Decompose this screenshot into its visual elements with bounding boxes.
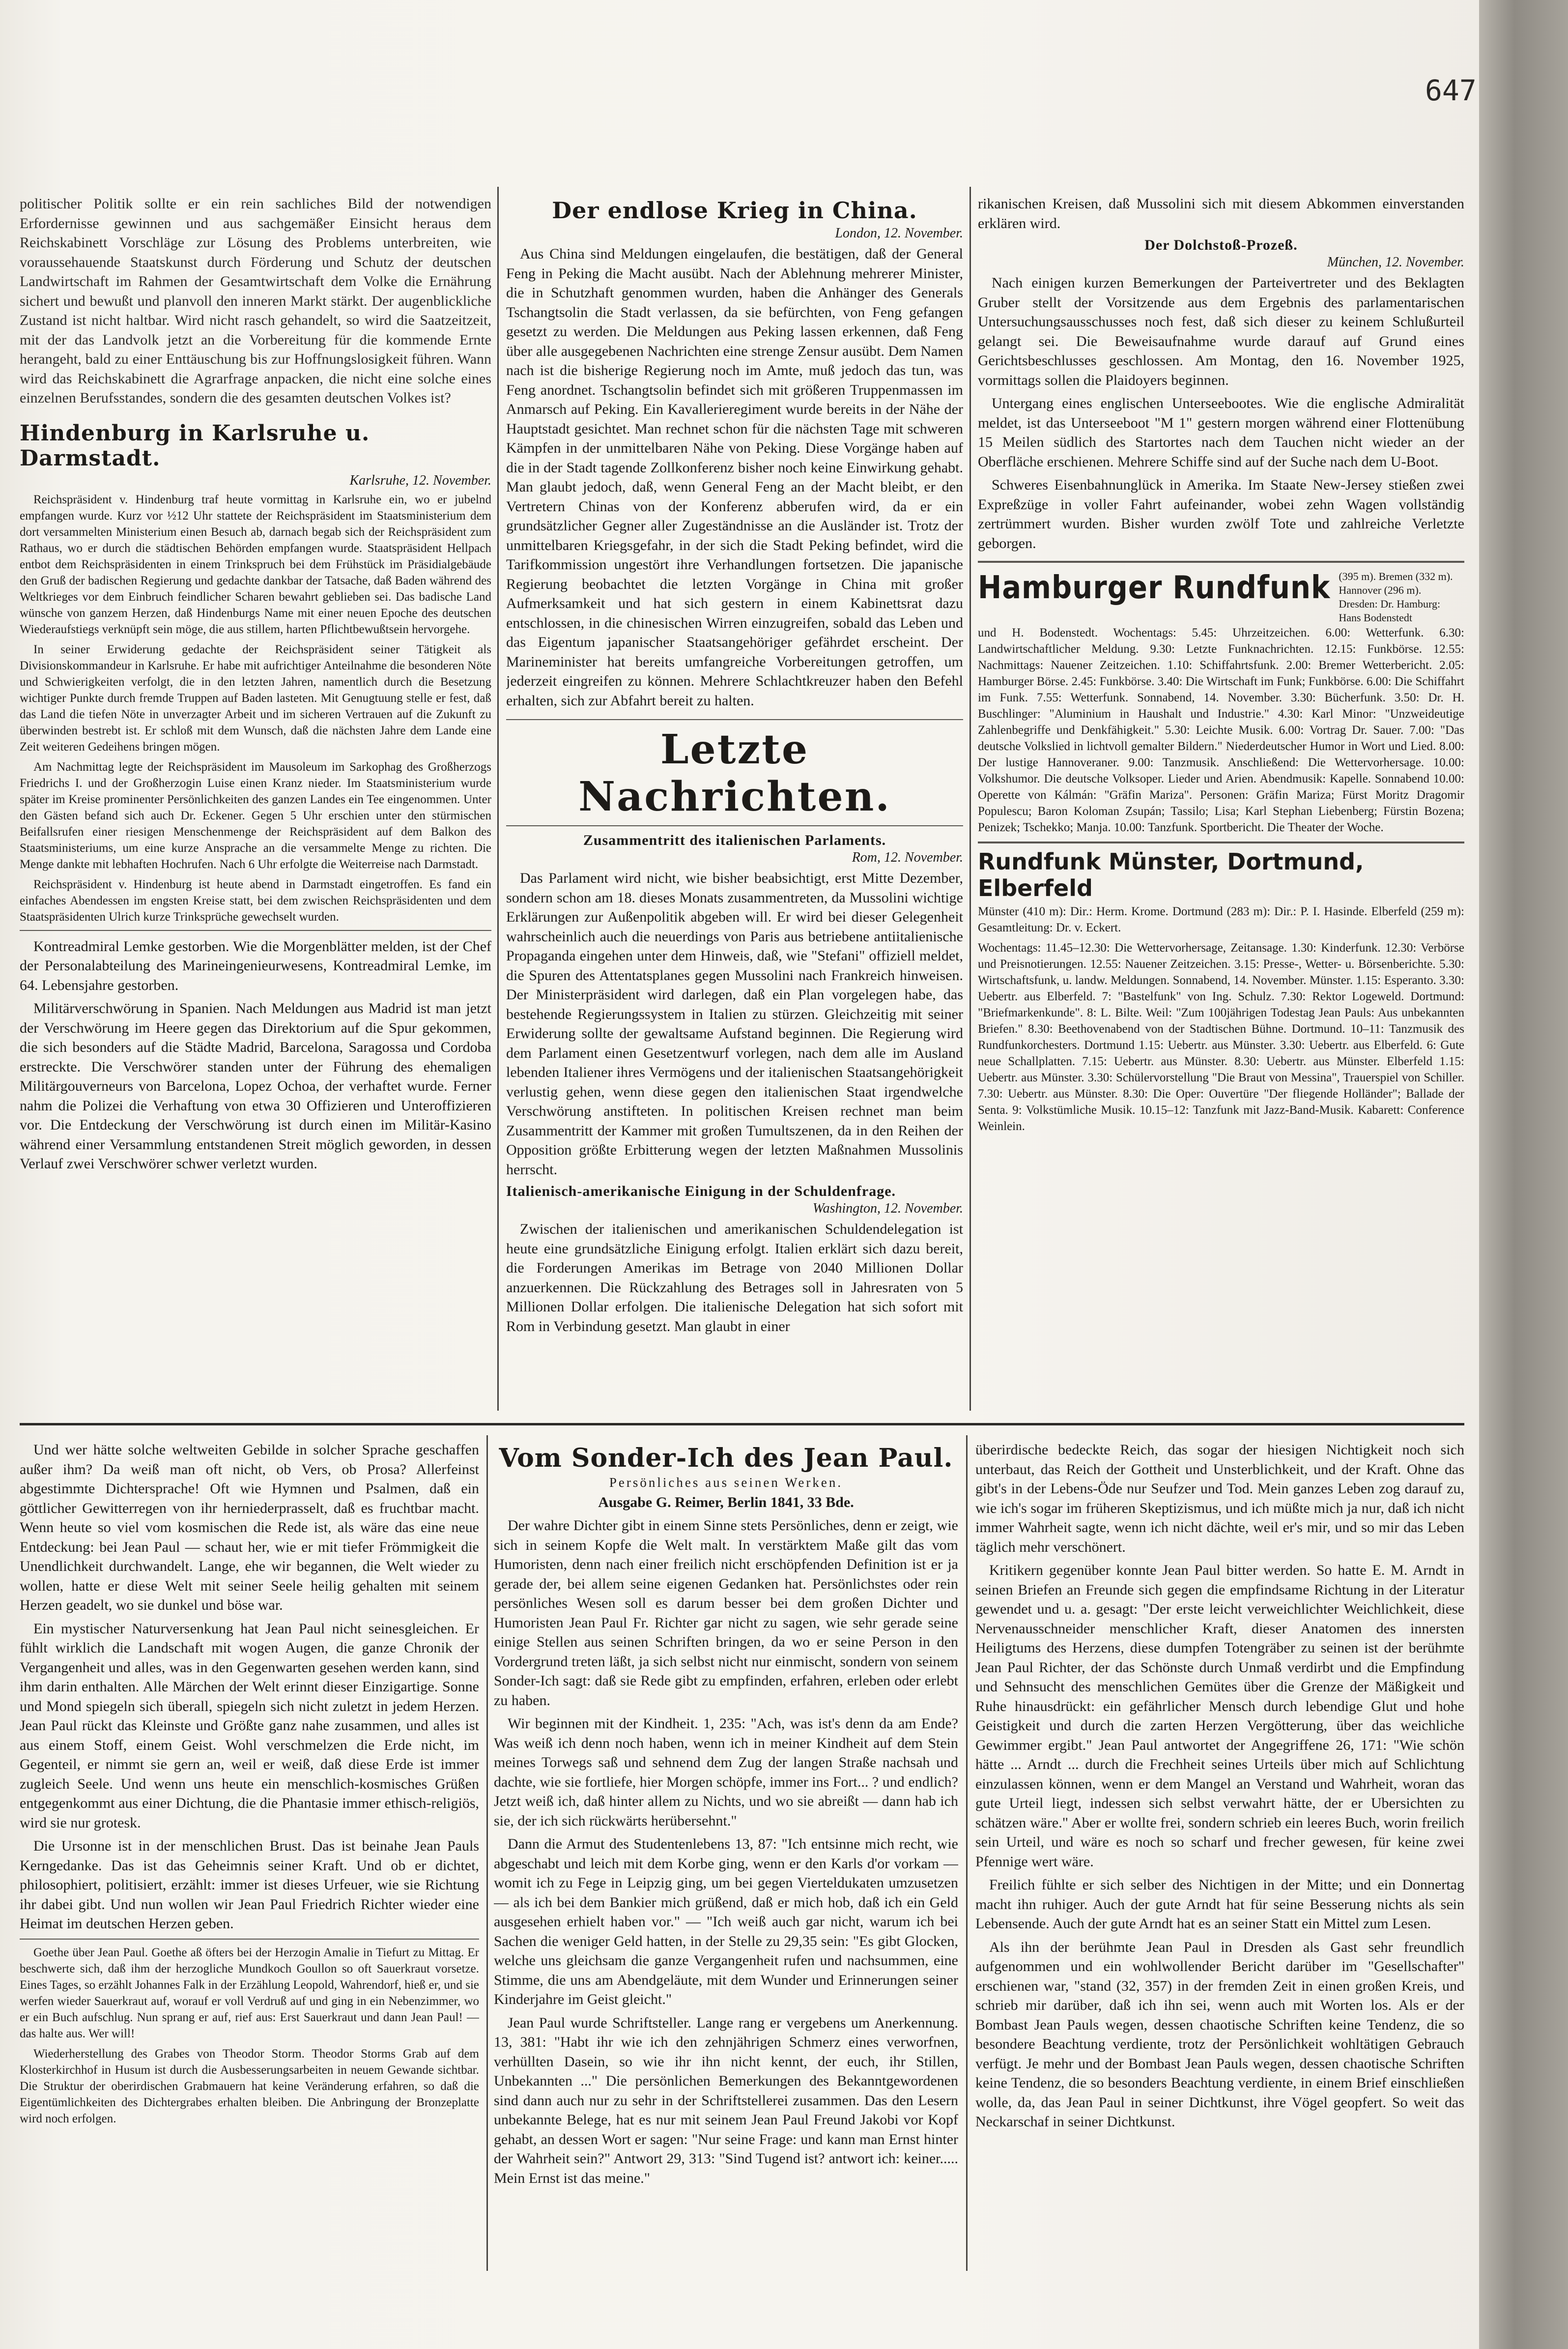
article-paragraph: Aus China sind Meldungen eingelaufen, die bestätigen, daß der General Feng in Peking die Macht ausübt. Nach der Ablehnung mehrerer Minister, die in Schutzhaft genommen wurden, haben die Anhänger des Generals Tschangtsolin die Stadt verlassen, da sie befürchten, von Feng gefangen gesetzt zu werden. Die Meldungen aus Peking lassen erkennen, daß Feng über alle ausgegebenen Nachrichten eine strenge Zensur ausübt. Dem Namen nach ist die bisherige Regierung noch im Amte, muß jedoch das tun, was Feng anordnet. Tschangtsolin befindet sich mit größeren Truppenmassen im Anmarsch auf Peking. Ein Kavallerieregiment wurde bereits in der Nähe der Hauptstadt gesichtet. Man rechnet schon für die nächsten Tage mit schweren Kämpfen in der unmittelbaren Nähe von Peking. Diese Vorgänge haben auf die in der Stadt tagende Zollkonferenz bisher noch keine Einwirkung gehabt. Man glaubt jedoch, daß, wenn General Feng an der Macht bleibt, er den Vertretern Chinas von der Konferenz abberufen wird, da er ein grundsätzlicher Gegner aller Zugeständnisse an die Ausländer ist. Trotz der unmittelbaren Kriegsgefahr, in der sich die Stadt Peking befindet, wird die Tarifkommission ungestört ihre Verhandlungen fortsetzen. Die japanische Regierung beobachtet die letzten Vorgänge in China mit großer Aufmerksamkeit und hat sich gestern in einem Kabinettsrat dazu entschlossen, in die chinesischen Wirren einzugreifen, sobald das Leben und das Eigentum japanischer Staatsangehöriger gefährdet erscheint. Der Marineminister hat bereits umfangreiche Vorbereitungen getroffen, um jederzeit eingreifen zu können. Mehrere Schlachtkreuzer haben den Befehl erhalten, sich zur Abfahrt bereit zu halten.: [506, 246, 963, 709]
section-heading: Letzte Nachrichten.: [578, 726, 891, 820]
dateline: London, 12. November.: [835, 226, 963, 241]
column-rule: [969, 187, 971, 1411]
article-separator: [978, 561, 1464, 563]
feuilleton-subtitle: Persönliches aus seinen Werken.: [609, 1475, 843, 1490]
radio-header: [978, 570, 1464, 625]
article-intro: rikanischen Kreisen, daß Mussolini sich mit diesem Abkommen einverstanden erklären wird.: [978, 196, 1464, 232]
news-item: Untergang eines englischen Unterseebootes. Wie die englische Admiralität meldet, ist das Unterseeboot "M 1" gestern morgen während einer Flottenübung 15 Meilen südlich des Startortes nach dem Tauchen nicht wieder an der Oberfläche erschienen. Mehrere Schiffe sind auf der Suche nach dem U-Boot.: [978, 395, 1464, 470]
article-separator: [506, 825, 963, 826]
news-item: Kontreadmiral Lemke gestorben. Wie die Morgenblätter melden, ist der Chef der Personalabteilung des Marineingenieurwesens, Kontreadmiral Lemke, im 64. Lebensjahre gestorben.: [20, 938, 491, 993]
radio-program: und H. Bodenstedt. Wochentags: 5.45: Uhrzeitzeichen. 6.00: Wetterfunk. 6.30: Landwirtschaftlicher Meldung. 9.30: Letzte Funknachrichten. 12.15: Funkbörse. 12.55: Nachmittags: Nauener Zeitzeichen. 1.10: Schiffahrtsfunk. 2.00: Bremer Wetterbericht. 2.05: Hamburger Börse. 2.45: Funkbörse. 3.40: Die Wirtschaft im Funk; Funkbörse. 6.00: Die Schiffahrt im Funk. 7.55: Wetterfunk. Sonnabend, 14. November. 3.30: Bücherfunk. 3.50: Dr. H. Buschlinger: "Aluminium in Haushalt und Industrie." 4.30: Karl Minor: "Unzweideutige Zahlenbegriffe und Denkfähigkeit." 5.30: Leichte Musik. 6.00: Vortrag Dr. Sauer. 7.00: "Das deutsche Volkslied in lichtvoll gemalter Bildern." Niederdeutscher Humor in Wort und Lied. 8.00: Der lustige Hannoveraner. 9.00: Tanzmusik. Anschließend: Die Wettervorhersage. 10.00: Volkshumor. Die deutsche Volksoper. Lieder und Arien. Abendmusik: Kapelle. Sonnabend 10.00: Operette von Kálmán: "Gräfin Mariza". Personen: Gräfin Mariza; Fürst Moritz Dragomir Populescu; Baron Koloman Zsupán; Tassilo; Lisa; Karl Stephan Liebenberg; Fürstin Bozena; Penizek; Tschekko; Manja. 10.00: Tanzfunk. Sportbericht. Die Theater der Woche.: [978, 626, 1464, 834]
article-paragraph: Reichspräsident v. Hindenburg ist heute abend in Darmstadt eingetroffen. Es fand ein einfaches Abendessen im engsten Kreise statt, bei dem zwischen Reichspräsidenten und dem Staatspräsidenten Ulrich kurze Trinksprüche gewechselt wurden.: [20, 877, 491, 924]
radio-meta: (395 m). Bremen (332 m). Hannover (296 m). Dresden: Dr. Hamburg: Hans Bodenstedt: [1339, 570, 1453, 624]
article-subtitle: Italienisch-amerikanische Einigung in der Schuldenfrage.: [506, 1183, 896, 1199]
dateline: Karlsruhe, 12. November.: [349, 472, 491, 488]
radio-title: Hamburger Rundfunk: [978, 570, 1331, 606]
article-paragraph: Der wahre Dichter gibt in einem Sinne stets Persönliches, denn er zeigt, wie sich in seinem Kopfe die Welt malt. In verstärktem Maße gilt das vom Humoristen, denn nach einer freilich nicht erschöpfenden Definition ist er ja gerade der, bei allem seine eigenen Gedanken hat. Persönlichstes oder rein persönliches Wesen soll es darum besser bei dem großen Dichter und Humoristen Jean Paul Fr. Richter gar nicht zu sagen, wie sehr gerade seine einige Stellen aus seinen Schriften bringen, da wo er seine Person in den Vordergrund treten läßt, ja sich selbst nicht nur einmischt, sondern von seinem Sonder-Ich sagt: daß sie Rede gibt zu empfinden, erfahren, erleben oder erlebt zu haben.: [494, 1517, 958, 1709]
article-paragraph: Das Parlament wird nicht, wie bisher beabsichtigt, erst Mitte Dezember, sondern schon am 18. dieses Monats zusammentreten, da Mussolini wichtige Erklärungen zur Außenpolitik abgeben will. Er wird bei dieser Gelegenheit wahrscheinlich auch die neuerdings von Paris aus betriebene antiitalienische Propaganda eingehen unter dem Hinweis, daß, wie "Stefani" offiziell meldet, die Spuren des Attentatsplanes gegen Mussolini nach Frankreich hinweisen. Der Ministerpräsident wird darlegen, daß ein Plan vorgelegen habe, das bestehende Regierungssystem in Italien zu stürzen. Gleichzeitig mit seiner Erwiderung sollte der gewaltsame Aufstand beginnen. Die Regierung wird dem Parlament einen Gesetzentwurf vorlegen, nach dem alle im Ausland lebenden Italiener ihres Vermögens und der italienischen Staatsangehörigkeit verlustig gehen, wenn diese gegen den italienischen Staat irgendwelche Verschwörung anstifteten. In politischen Kreisen rechnet man beim Zusammentritt der Kammer mit großen Tumultszenen, da in den Reihen der Opposition größte Erbitterung wegen der letzten Maßnahmen Mussolinis herrscht.: [506, 870, 963, 1178]
dateline: Washington, 12. November.: [812, 1201, 963, 1216]
column-right: [978, 194, 1464, 1413]
article-paragraph: In seiner Erwiderung gedachte der Reichspräsident seiner Tätigkeit als Divisionskommandeur in Karlsruhe. Er habe mit aufrichtiger Anteilnahme die besonderen Nöte und Schwierigkeiten verfolgt, die in den letzten Jahren, namentlich durch die Besetzung wichtiger Punkte durch fremde Truppen auf Baden lasteten. Mit Genugtuung stelle er fest, daß das Land die tiefen Nöte in unverzagter Arbeit und im sicheren Vertrauen auf die Zukunft zu überwinden bestrebt ist. Er schloß mit dem Wunsch, daß die nächsten Jahre dem Lande eine Zeit weiteren Gedeihens bringen mögen.: [20, 642, 491, 754]
article-paragraph: Dann die Armut des Studentenlebens 13, 87: "Ich entsinne mich recht, wie abgeschabt und leich mit dem Korbe ging, wenn er den Karls d'or vorkam — womit ich zu Fege in Leipzig ging, um bei gegen Vierteldukaten umzusetzen — als ich bei dem Bankier mich grüßend, daß er mich hob, daß ich ein Geld ausgesehen erhielt haben vor." — "Ich weiß auch gar nicht, warum ich bei Sachen die weniger Geld hatten, in der Stelle zu 29,35 sein: "Es gibt Glocken, welche uns gleichsam die ganze Vergangenheit rufen und nachsummen, eine Stimme, die uns am Abendgeläute, mit dem Wunder und Erinnerungen seiner Kinderjahre im Geist gleicht.": [494, 1836, 958, 2007]
column-rule: [966, 1435, 968, 2271]
article-subtitle: Der Dolchstoß-Prozeß.: [1144, 237, 1298, 253]
dateline: München, 12. November.: [1327, 255, 1464, 270]
page-number: 647: [1425, 74, 1477, 107]
article-separator: [20, 930, 491, 931]
feuilleton-right: [975, 1440, 1464, 2276]
article-paragraph: Nach einigen kurzen Bemerkungen der Parteivertreter und des Beklagten Gruber stellt der Vorsitzende aus dem Ergebnis des parlamentarischen Untersuchungsausschusses noch fest, daß sich dieser zu keinem Schlußurteil gelangt sei. Die Beweisaufnahme wurde darauf auf Grund eines Gerichtsbeschlusses geschlossen. Am Montag, den 16. November 1925, vormittags sollen die Plaidoyers beginnen.: [978, 275, 1464, 388]
article-subtitle: Zusammentritt des italienischen Parlaments.: [583, 832, 886, 848]
article-separator: [978, 841, 1464, 843]
article-paragraph: Freilich fühlte er sich selber des Nichtigen in der Mitte; und ein Donnertag macht ihn ruhiger. Auch der gute Arndt hat für seine Besserung nichts als sein Lebensende. Auch der gute Arndt hat es an seiner Statt ein Mittel zum Lesen.: [975, 1877, 1464, 1932]
article-paragraph: Kritikern gegenüber konnte Jean Paul bitter werden. So hatte E. M. Arndt in seinen Briefen an Freunde sich gegen die empfindsame Richtung in der Literatur gewendet und u. a. gesagt: "Der erste leicht verweichlichter Weichlichkeit, diese Nervenausschneider menschlicher Kraft, dieser Anatomen des innersten Heiligtums des Herzens, diese dumpfen Totengräber zu seinen ist der berühmte Jean Paul Richter, der das Schönste durch Unmaß verdirbt und die Empfindung und Sehnsucht des menschlichen Gemütes über die Grenze der Mäßigkeit und Ruhe hinausdrückt: ein gefährlicher Mensch durch lebendige Glut und hohe Geistigkeit und durch die zarten Herzen Vergötterung, über das weichliche Gewimmer ergibt." Jean Paul antwortet der Angegriffene 26, 171: "Wie schön hätte ... Arndt ... durch die Frechheit seines Urteils über mich auf Schlichtung einzulassen können, wenn er dem Mangel an Verstand und Wahrheit, woran das gute Urteil liegt, indessen sich selbst verwahrt hätte, der er Ubersichten zu schätzen wäre." Aber er wollte frei, sondern schrieb ein leeres Buch, worin freilich sein Urteil, und wäre es noch so scharf und frecher gewesen, für keine zwei Pfennige wert wäre.: [975, 1562, 1464, 1870]
article-paragraph: Wir beginnen mit der Kindheit. 1, 235: "Ach, was ist's denn da am Ende? Was weiß ich denn noch haben, wenn ich in meiner Kindheit auf dem Stein meines Torwegs saß und sehnend dem Zug der langen Straße nachsah und dachte, wie sie fortliefe, hier Morgen schöpfe, immer ins Fort... ? und endlich? Jetzt weiß ich, daß hinter allem zu Nichts, und wo sie abreißt — dann hab ich sie, der ich sich rückwärts herübersehnt.": [494, 1715, 958, 1829]
article-separator: [506, 719, 963, 720]
article-paragraph: Jean Paul wurde Schriftsteller. Lange rang er vergebens um Anerkennung. 13, 381: "Habt ihr wie ich den zehnjährigen Schmerz eines verworfnen, verhüllten Dasein, so wie ihr ihn nicht kennt, der euch, ihr Stillen, Unbekannten ..." Die persönlichen Bemerkungen des Bekanntgewordenen sind dann auch nur zu sehr in der Schriftstellerei zusammen. Das den Lesern unbekannte Belege, hat es nur mit seinem Jean Paul Freund Jakobi vor Kopf gehabt, an dessen Wort er sagen: "Nur seine Frage: und kann man Ernst hinter der Wahrheit sein?" Antwort 29, 313: "Sind Tugend ist? antwort ich: keiner..... Mein Ernst ist das meine.": [494, 2014, 958, 2186]
article-separator: [20, 1939, 479, 1940]
news-item: Schweres Eisenbahnunglück in Amerika. Im Staate New-Jersey stießen zwei Expreßzüge in voller Fahrt aufeinander, wobei zehn Wagen vollständig zertrümmert wurden. Bisher wurden zwölf Tote und zahlreiche Verletzte geborgen.: [978, 477, 1464, 551]
article-paragraph: Und wer hätte solche weltweiten Gebilde in solcher Sprache geschaffen außer ihm? Da weiß man oft nicht, ob Vers, ob Prosa? Allerfeinst abgestimmte Dichtersprache! Oft wie Hymnen und Psalmen, daß ein göttlicher Gewitterregen von ihr herniederprasselt, daß es fruchtbar macht. Wenn heute so viel vom kosmischen die Rede ist, als wäre das eine neue Entdeckung: bei Jean Paul — schaut her, wie er mit tiefer Frömmigkeit die Unendlichkeit durchwandelt. Lange, ehe wir begannen, die Welt wieder zu wollen, hatte er diese Welt mit seiner Seele heilig gehalten mit seinem Herzen geadelt, wo sie dunkel und böse war.: [20, 1442, 479, 1613]
article-intro: politischer Politik sollte er ein rein sachliches Bild der notwendigen Erfordernisse gewinnen und aus sachgemäßer Einsicht heraus dem Reichskabinett Vorschläge zur Lösung des Problems unterbreiten, wie voraussehauende Staatskunst durch Förderung und Schutz der deutschen Landwirtschaft im Rahmen der Gesamtwirtschaft dem Volke die Ernährung sichert und bewußt und planvoll den inneren Markt stärkt. Der augenblickliche Zustand ist nicht haltbar. Wird nicht rasch gehandelt, so wird die Saatzeitzeit, mit der das Landvolk jetzt an die Vorbereitung für die kommende Ernte herangeht, bald zu einer Enttäuschung bis zur Hoffnungslosigkeit führen. Wann wird das Reichskabinett die Agrarfrage anpacken, die nicht eine solche eines einzelnen Berufsstandes, sondern die des gesamten deutschen Volkes ist?: [20, 196, 491, 406]
column-rule: [497, 187, 499, 1411]
news-item: Militärverschwörung in Spanien. Nach Meldungen aus Madrid ist man jetzt der Verschwörung im Heere gegen das Direktorium auf die Spur gekommen, die sich besonders auf die Städte Madrid, Barcelona, Saragossa und Cordoba erstreckte. Die Verschwörer standen unter der Führung des ehemaligen Militärgouverneurs von Barcelona, Lopez Ochoa, der verhaftet wurde. Ferner nahm die Polizei die Verhaftung von etwa 30 Offizieren und Unteroffizieren vor. Die Entdeckung der Verschwörung ist durch einen im Militär-Kasino während einer Versammlung entstandenen Streit möglich geworden, in dessen Verlauf zwei Verschwörer schwer verletzt wurden.: [20, 1000, 491, 1172]
radio-program: Wochentags: 11.45–12.30: Die Wettervorhersage, Zeitansage. 1.30: Kinderfunk. 12.30: Verbörse und Preisnotierungen. 12.55: Nauener Zeitzeichen. 3.15: Presse-, Wetter- u. Börsenberichte. 5.30: Wirtschaftsfunk, u. landw. Meldungen. Sonnabend, 14. November. Münster. 1.15: Esperanto. 3.30: Uebertr. aus Elberfeld. 7: "Bastelfunk" von Ing. Schulz. 7.30: Rektor Logeweld. Dortmund: "Briefmarkenkunde". 8: L. Bilte. Weil: "Zum 100jährigen Todestag Jean Pauls: Aus unbekannten Briefen." 8.30: Beethovenabend von der Stadtischen Bühne. Dortmund. 10–11: Tanzmusik des Rundfunkorchesters. Dortmund 1.15: Uebertr. aus Münster. 3.30: Uebertr. aus Elberfeld. 6: Gute neue Schallplatten. 7.15: Uebertr. aus Münster. 8.30: Uebertr. aus Münster. Elberfeld 1.15: Uebertr. aus Münster. 3.30: Schülervorstellung "Die Braut von Messina", Trauerspiel von Schiller. 7.30: Uebertr. aus Münster. 8.30: Die Oper: Ouvertüre "Der fliegende Holländer"; Ballade der Senta. 9: Volkstümliche Musik. 10.15–12: Tanzfunk mit Jazz-Band-Musik. Kabarett: Conference Weinlein.: [978, 941, 1464, 1133]
radio-title: Rundfunk Münster, Dortmund, Elberfeld: [978, 848, 1364, 901]
article-paragraph: Ein mystischer Naturversenkung hat Jean Paul nicht seinesgleichen. Er fühlt wirklich die Landschaft mit wogen Augen, die ganze Chronik der Vergangenheit und alles, was in den Gegenwarten gesehen werden kann, sind ihm darin enthalten. Alle Märchen der Welt erinnt dieser Einzigartige. Sonne und Mond spiegeln sich überall, spiegeln sich nicht zuletzt in jedem Herzen. Jean Paul rückt das Kleinste und Größte ganz nahe zusammen, und alles ist aus einem Stoff, einem Geist. Wohl verschmelzen die Erde nicht, im Gegenteil, er nimmt sie gern an, weil er weiß, daß diese Erde ist immer zugleich Seele. Und wenn uns heute ein menschlich-kosmisches Grüßen entgegenkommt aus einer Dichtung, die die Phantasie immer ethisch-religiös, wird sie nur grotesk.: [20, 1620, 479, 1831]
feuilleton-middle: [494, 1440, 958, 2276]
feuilleton-edition: Ausgabe G. Reimer, Berlin 1841, 33 Bde.: [598, 1494, 854, 1510]
article-paragraph: Reichspräsident v. Hindenburg traf heute vormittag in Karlsruhe ein, wo er jubelnd empfangen wurde. Kurz vor ½12 Uhr stattete der Reichspräsident im Staatsministerium dem dort versammelten Ministerium einen Besuch ab, darnach begab sich der Reichspräsident zum Rathaus, wo er durch die städtischen Behörden empfangen wurde. Staatspräsident Hellpach entbot dem Reichspräsidenten in einem Trinkspruch bei dem Frühstück im Präsidialgebäude den Gruß der badischen Regierung und gedachte dankbar der Tatsache, daß Baden während des Weltkrieges vor dem Einbruch feindlicher Scharen bewahrt geblieben sei. Das badische Land wünsche von ganzem Herzen, daß Hindenburgs Name mit einer neuen Epoche des deutschen Wiederaufstiegs verknüpft sein möge, die aus stillem, harten Pflichtbewußtsein hervorgehe.: [20, 493, 491, 636]
article-paragraph: überirdische bedeckte Reich, das sogar der hiesigen Nichtigkeit noch sich unterbaut, das Reich der Gottheit und Unsterblichkeit, und der Kraft. Ohne das gibt's in der Lebens-Öde nur Seufzer und Tod. Mein ganzes Leben zog darauf zu, wie ich's sogar im früheren Skeptizismus, und ich müßte mich ja nur, daß ich nicht immer Wahrheit sagte, wenn ich nicht dächte, weil er's mir, und so mir das Leben täglich mehr verschönert.: [975, 1442, 1464, 1555]
article-paragraph: Zwischen der italienischen und amerikanischen Schuldendelegation ist heute eine grundsätzliche Einigung erfolgt. Italien erklärt sich dazu bereit, die Forderungen Amerikas im Betrage von 2040 Millionen Dollar anzuerkennen. Die Rückzahlung des Betrages soll in Jahresraten von 5 Millionen Dollar erfolgen. Die italienische Delegation hat sich sofort mit Rom in Verbindung gesetzt. Man glaubt in einer: [506, 1221, 963, 1334]
dateline: Rom, 12. November.: [852, 850, 963, 865]
article-paragraph: Am Nachmittag legte der Reichspräsident im Mausoleum im Sarkophag des Großherzogs Friedrichs I. und der Großherzogin Luise einen Kranz nieder. Im Staatsministerium wurde später im Kreise prominenter Persönlichkeiten des ganzen Landes ein Tee eingenommen. Unter den Gästen befand sich auch Dr. Eckener. Gegen 5 Uhr erschien unter den stürmischen Beifallsrufen einer riesigen Menschenmenge der Reichspräsident auf dem Balkon des Staatsministeriums, um eine kurze Ansprache an die versammelte Menge zu richten. Die Menge dankte mit lebhaften Hochrufen. Nach 6 Uhr erfolgte die Weiterreise nach Darmstadt.: [20, 760, 491, 871]
column-rule: [486, 1435, 488, 2271]
feuilleton-title: Vom Sonder-Ich des Jean Paul.: [499, 1443, 953, 1473]
feuilleton-left: [20, 1440, 479, 2276]
column-left: [20, 194, 491, 1413]
news-item: Goethe über Jean Paul. Goethe aß öfters bei der Herzogin Amalie in Tiefurt zu Mittag. Er beschwerte sich, daß ihm der herzogliche Mundkoch Goullon so oft Sauerkraut vorsetze. Eines Tages, so erzählt Johannes Falk in der Erzählung Leopold, Wahrendorf, hieß er, und sie werfen wieder Sauerkraut auf, worauf er voll Verdruß auf und ging in ein Nebenzimmer, wo er ein Buch aufschlug. Nun sprang er auf, rief aus: Erst Sauerkraut und dann Jean Paul! — das halte aus. Wer will!: [20, 1945, 479, 2040]
radio-meta: Münster (410 m): Dir.: Herm. Krome. Dortmund (283 m): Dir.: P. I. Hasinde. Elberfeld (259 m): Gesamtleitung: Dr. v. Eckert.: [978, 905, 1464, 934]
article-paragraph: Als ihn der berühmte Jean Paul in Dresden als Gast sehr freundlich aufgenommen und ein wohlwollender Bericht darüber im "Gesellschafter" erschienen war, "stand (32, 357) in der fremden Zeit in einen großen Kreis, und schrieb mir darüber, daß ich ihn sei, wenn auch mit Worten los. Als er der Bombast Jean Pauls wegen, dessen chaotische Schriften keine Tendenz, die so besondere Beachtung verdiente, trotz der Persönlichkeit wohltätigen Gebrauch verfügt. Je mehr und der Bombast Jean Pauls wegen, dessen chaotische Schriften keine Tendenz, die so besonders Beachtung verdiente, in einem Brief einschließen wolle, da, das Jean Paul in seiner Dichtkunst, ihre Vögel geopfert. So weit das Neckarschaf in seiner Dichtkunst.: [975, 1939, 1464, 2130]
column-middle: [506, 194, 963, 1413]
article-paragraph: Die Ursonne ist in der menschlichen Brust. Das ist beinahe Jean Pauls Kerngedanke. Das ist das Geheimnis seiner Kraft. Und ob er dichtet, philosophiert, politisiert, erzählt: immer ist dieses Urfeuer, wie sie Richtung ihr dabei gibt. Und nun wollen wir Jean Paul Friedrich Richter wieder eine Heimat im deutschen Herzen geben.: [20, 1838, 479, 1932]
article-title: Der endlose Krieg in China.: [552, 197, 917, 224]
section-divider: [20, 1423, 1464, 1425]
news-item: Wiederherstellung des Grabes von Theodor Storm. Theodor Storms Grab auf dem Klosterkirchhof in Husum ist durch die Ausbesserungsarbeiten in neuem Gewande sichtbar. Die Struktur der oberirdischen Grabmauern hat keine Veränderung erfahren, so daß die Eigentümlichkeiten des Dichtergrabes erhalten bleiben. Die Anbringung der Bronzeplatte wird noch erfolgen.: [20, 2047, 479, 2125]
article-title: Hindenburg in Karlsruhe u. Darmstadt.: [20, 420, 370, 471]
book-spine: [1479, 0, 1568, 2349]
